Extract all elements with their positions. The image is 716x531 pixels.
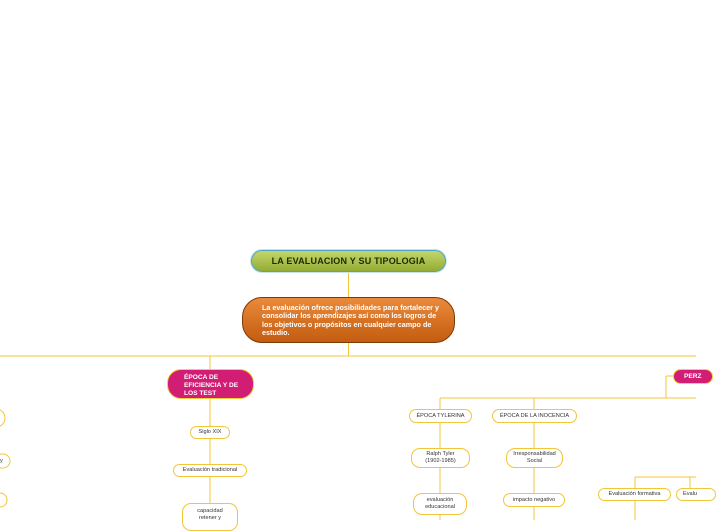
ralph-tyler-label: Ralph Tyler (1902-1985)	[425, 451, 456, 464]
epoca-tylerina-node[interactable]	[409, 409, 472, 423]
right-partial-label: Evalu	[683, 491, 697, 498]
epoca-inocencia-label: ÉPOCA DE LA INOCENCIA	[499, 412, 570, 419]
epoca-eficiencia-label: ÉPOCA DE EFICIENCIA Y DE LOS TEST	[184, 374, 239, 397]
central-topic[interactable]	[251, 250, 446, 272]
evaluacion-formativa-label: Evaluación formativa	[608, 491, 661, 498]
evaluacion-formativa-node[interactable]	[598, 488, 671, 501]
impacto-negativo-label: impacto negativo	[512, 496, 556, 503]
description-text: La evaluación ofrece posibilidades para fortalecer y consolidar los aprendizajes así como los logros de los objetivos o propósitos en cualquier campo de estudio.	[262, 303, 439, 338]
left-partial-text	[0, 457, 6, 467]
siglo-xix-label: Siglo XIX	[198, 429, 222, 436]
left-partial-node-1	[0, 409, 5, 427]
epoca-inocencia-node[interactable]	[492, 409, 577, 423]
left-partial-node-3	[0, 493, 7, 507]
central-topic-label: LA EVALUACION Y SU TIPOLOGIA	[271, 256, 426, 266]
impacto-negativo-node[interactable]	[503, 493, 565, 507]
capacidad-retener-node[interactable]	[182, 503, 238, 531]
irresponsabilidad-node[interactable]	[506, 448, 563, 468]
right-partial-node[interactable]	[676, 488, 716, 501]
left-partial-label: y	[0, 458, 3, 464]
capacidad-retener-label: capacidad retener y	[197, 508, 223, 521]
siglo-xix-node[interactable]	[190, 426, 230, 439]
perz-label: PERZ	[684, 373, 702, 380]
epoca-eficiencia-node[interactable]	[167, 369, 254, 399]
description-node[interactable]	[242, 297, 455, 343]
perz-node[interactable]	[673, 369, 713, 384]
evaluacion-tradicional-node[interactable]	[173, 464, 247, 477]
evaluacion-educacional-node[interactable]	[413, 493, 467, 515]
evaluacion-tradicional-label: Evaluación tradicional	[182, 467, 238, 474]
evaluacion-educacional-label: evaluación educacional	[425, 497, 455, 510]
irresponsabilidad-label: Irresponsabilidad Social	[513, 451, 556, 464]
epoca-tylerina-label: ÉPOCA TYLERINA	[416, 412, 465, 419]
ralph-tyler-node[interactable]	[411, 448, 470, 468]
